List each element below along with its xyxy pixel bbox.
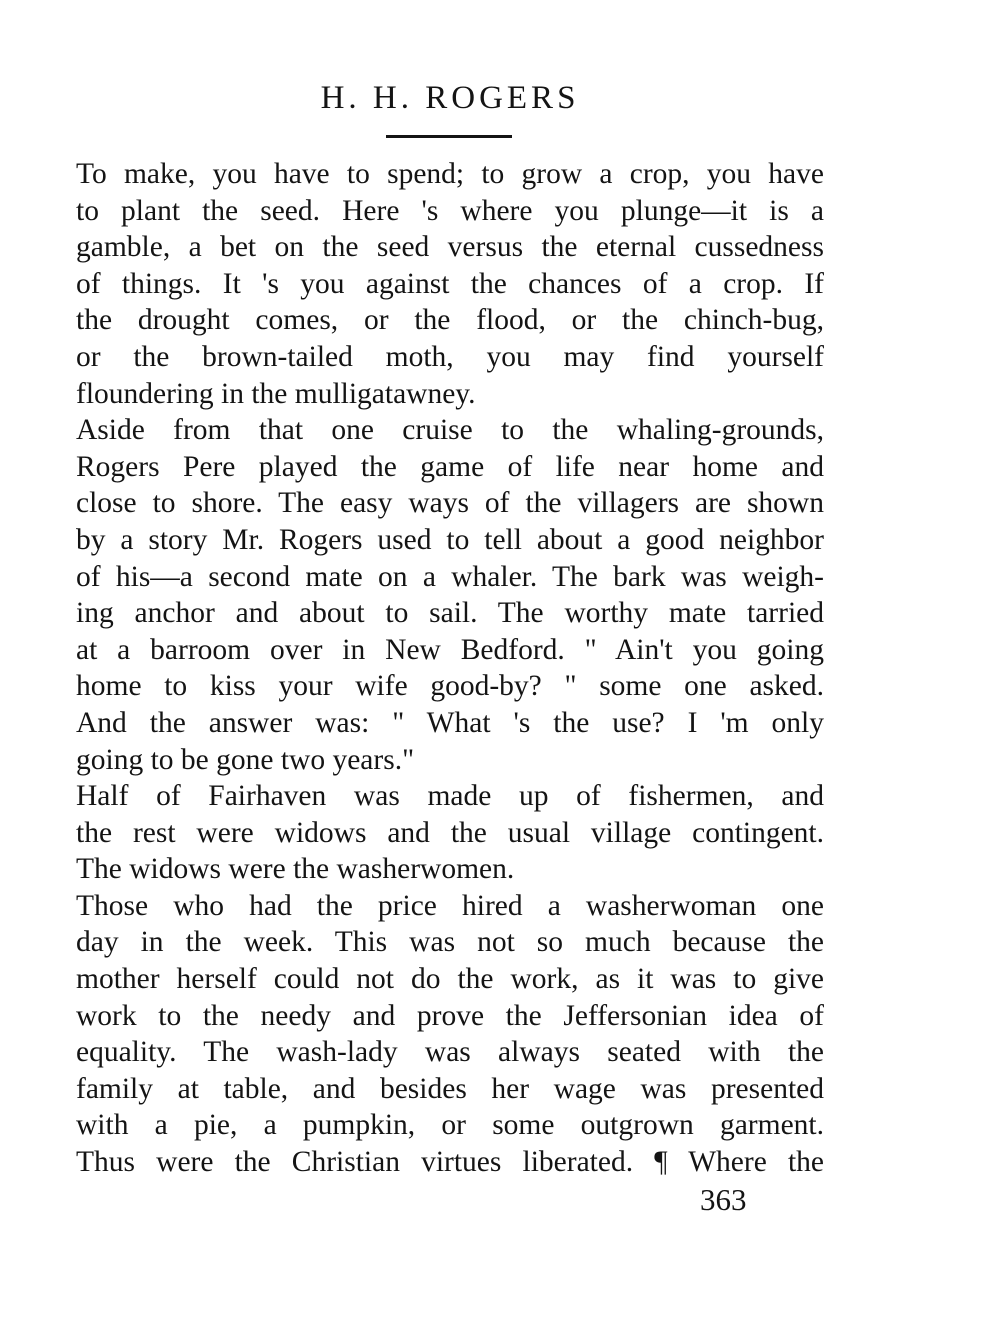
text-line: of things. It 's you against the chances of a crop. If — [76, 267, 824, 300]
text-line: Aside from that one cruise to the whaling-grounds, — [76, 414, 824, 447]
text-line: or the brown-tailed moth, you may find yourself — [76, 340, 824, 373]
text-line: ing anchor and about to sail. The worthy mate tarried — [76, 597, 824, 630]
text-line: Thus were the Christian virtues liberated. ¶ Where the — [76, 1146, 824, 1179]
text-line: family at table, and besides her wage was presented — [76, 1072, 824, 1105]
text-line: Those who had the price hired a washerwoman one — [76, 889, 824, 922]
text-line: To make, you have to spend; to grow a crop, you have — [76, 158, 824, 190]
paragraph-1 — [76, 156, 824, 412]
text-line: equality. The wash-lady was always seated with the — [76, 1036, 824, 1069]
page-number: 363 — [700, 1182, 747, 1217]
running-head: H. H. ROGERS — [320, 80, 580, 116]
text-line: Rogers Pere played the game of life near home and — [76, 450, 824, 483]
text-line: The widows were the washerwomen. — [76, 853, 515, 886]
body-text — [76, 156, 824, 1181]
text-line: of his—a second mate on a whaler. The bark was weigh- — [76, 560, 824, 593]
text-line: home to kiss your wife good-by? " some one asked. — [76, 670, 824, 703]
text-line: the rest were widows and the usual village contingent. — [76, 816, 824, 849]
text-line: Half of Fairhaven was made up of fishermen, and — [76, 780, 824, 813]
head-rule — [386, 135, 512, 138]
paragraph-2 — [76, 412, 824, 778]
paragraph-4 — [76, 888, 824, 1181]
text-line: by a story Mr. Rogers used to tell about a good neighbor — [76, 523, 824, 556]
paragraph-3 — [76, 778, 824, 888]
text-line: gamble, a bet on the seed versus the eternal cussedness — [76, 231, 824, 264]
text-line: going to be gone two years." — [76, 743, 415, 776]
text-line: with a pie, a pumpkin, or some outgrown garment. — [76, 1109, 824, 1142]
text-line: to plant the seed. Here 's where you plunge—it is a — [76, 194, 824, 227]
text-line: close to shore. The easy ways of the villagers are shown — [76, 487, 824, 520]
text-line: at a barroom over in New Bedford. " Ain't you going — [76, 633, 824, 666]
text-line: day in the week. This was not so much because the — [76, 926, 824, 959]
text-line: floundering in the mulligatawney. — [76, 377, 476, 410]
text-line: And the answer was: " What 's the use? I 'm only — [76, 706, 824, 739]
text-line: the drought comes, or the flood, or the chinch-bug, — [76, 304, 824, 337]
text-line: mother herself could not do the work, as it was to give — [76, 963, 824, 996]
text-line: work to the needy and prove the Jeffersonian idea of — [76, 999, 824, 1032]
